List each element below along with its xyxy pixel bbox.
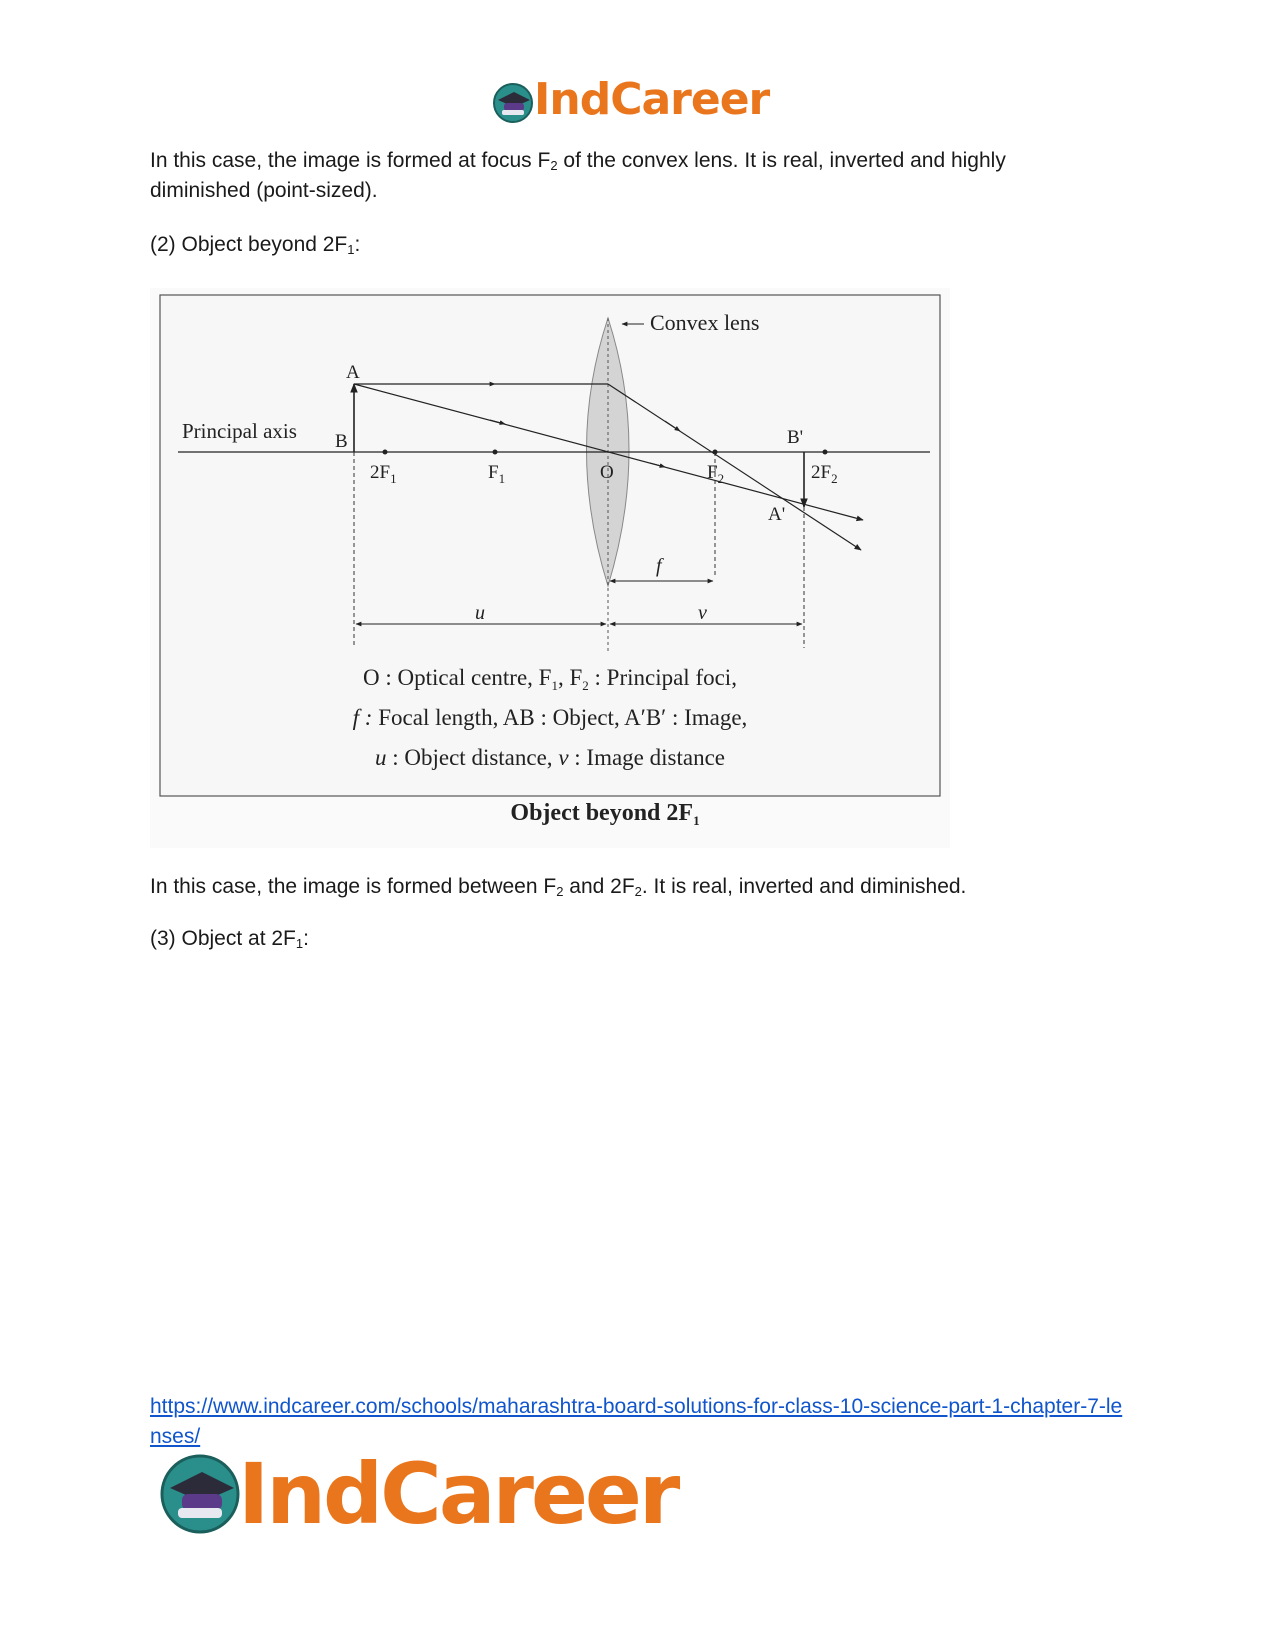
figure-caption: Object beyond $2F_1$	[510, 800, 700, 828]
legend-line-3: u : Object distance, v : Image distance	[375, 745, 725, 770]
label-a: A	[346, 362, 360, 383]
label-principal-axis: Principal axis	[182, 419, 297, 443]
label-2f2: $2F_2$	[811, 462, 838, 486]
label-o: O	[600, 462, 614, 483]
label-f: f	[656, 555, 662, 577]
header-logo	[492, 74, 770, 128]
footer-logo	[158, 1445, 698, 1543]
ray-diagram-figure	[150, 288, 950, 848]
label-2f1: $2F_1$	[370, 462, 397, 486]
footer-logo-text: IndCareer	[238, 1445, 678, 1543]
header-logo-text: IndCareer	[534, 74, 770, 125]
label-a-prime: A'	[768, 504, 786, 525]
indcareer-globe-icon	[158, 1452, 242, 1536]
source-link[interactable]: https://www.indcareer.com/schools/maharashtra-board-solutions-for-class-10-science-part-1-chapter-7-lenses/	[150, 1395, 1123, 1448]
paragraph-image-at-focus: In this case, the image is formed at focus $F_2$ of the convex lens. It is real, inverted and highly diminished (point-sized).	[150, 149, 1006, 202]
legend-line-1: O : Optical centre, $F_1$, $F_2$ : Principal foci,	[363, 665, 737, 693]
indcareer-globe-icon	[492, 82, 534, 124]
label-v: v	[698, 602, 707, 624]
label-b: B	[335, 431, 348, 452]
label-u: u	[475, 602, 485, 624]
label-f1: $F_1$	[488, 462, 506, 486]
legend-line-2: f : Focal length, AB : Object, A′B′ : Image,	[352, 705, 748, 730]
paragraph-image-between-f2-2f2: In this case, the image is formed between $F_2$ and $2F_2$. It is real, inverted and diminished.	[150, 875, 967, 899]
label-convex-lens: Convex lens	[650, 310, 760, 335]
heading-object-beyond-2f1: (2) Object beyond $2F_1$:	[150, 233, 361, 257]
label-f2: $F_2$	[707, 462, 725, 486]
label-b-prime: B'	[787, 427, 804, 448]
heading-object-at-2f1: (3) Object at $2F_1$:	[150, 927, 309, 951]
